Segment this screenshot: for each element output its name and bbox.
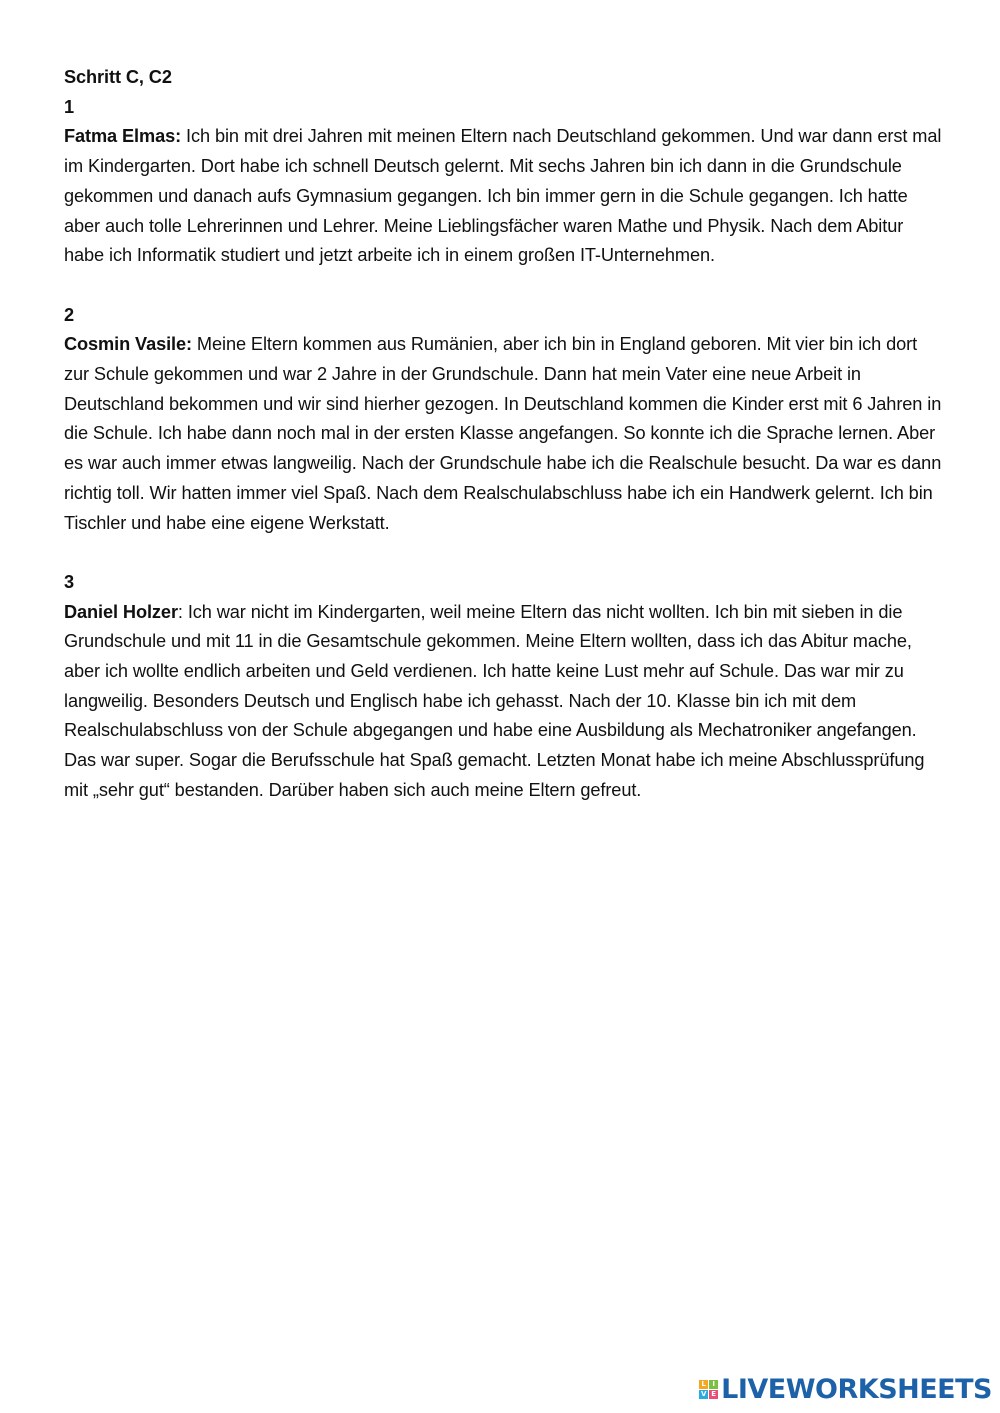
document-heading: Schritt C, C2 (64, 67, 172, 87)
section-paragraph (64, 122, 944, 271)
section-paragraph (64, 330, 944, 538)
speaker-name: Cosmin Vasile: (64, 334, 192, 355)
document-body (64, 63, 944, 806)
logo-text: LIVEWORKSHEETS (721, 1374, 992, 1405)
liveworksheets-logo (699, 1374, 992, 1405)
section-text: : Ich war nicht im Kindergarten, weil meine Eltern das nicht wollten. Ich bin mit sieben in die Grundschule und mit 11 in die Gesamtschule gekommen. Meine Eltern wollten, dass ich das Abitur mache, aber ich wollte endlich arbeiten und Geld verdienen. Ich hatte keine Lust mehr auf Schule. Das war mir zu langweilig. Besonders Deutsch und Englisch habe ich gehasst. Nach der 10. Klasse bin ich mit dem Realschulabschluss von der Schule abgegangen und habe eine Ausbildung als Mechatroniker angefangen. Das war super. Sogar die Berufsschule hat Spaß gemacht. Letzten Monat habe ich meine Abschlussprüfung mit „sehr gut“ bestanden. Darüber haben sich auch meine Eltern gefreut. (64, 601, 925, 800)
section-text: Ich bin mit drei Jahren mit meinen Eltern nach Deutschland gekommen. Und war dann erst mal im Kindergarten. Dort habe ich schnell Deutsch gelernt. Mit sechs Jahren bin ich dann in die Grundschule gekommen und danach aufs Gymnasium gegangen. Ich bin immer gern in die Schule gegangen. Ich hatte aber auch tolle Lehrerinnen und Lehrer. Meine Lieblingsfächer waren Mathe und Physik. Nach dem Abitur habe ich Informatik studiert und jetzt arbeite ich in einem großen IT-Unternehmen. (64, 126, 942, 266)
section-1 (64, 93, 944, 271)
logo-badge-letter: E (709, 1390, 718, 1399)
section-paragraph (64, 598, 944, 806)
section-3 (64, 568, 944, 806)
logo-badge-letter: V (700, 1390, 707, 1398)
section-text: Meine Eltern kommen aus Rumänien, aber ich bin in England geboren. Mit vier bin ich dort zur Schule gekommen und war 2 Jahre in der Grundschule. Dann hat mein Vater eine neue Arbeit in Deutschland bekommen und wir sind hierher gezogen. In Deutschland kommen die Kinder erst mit 6 Jahren in die Schule. Ich habe dann noch mal in der ersten Klasse angefangen. So konnte ich die Sprache lernen. Aber es war auch immer etwas langweilig. Nach der Grundschule habe ich die Realschule besucht. Da war es dann richtig toll. Wir hatten immer viel Spaß. Nach dem Realschulabschluss habe ich ein Handwerk gelernt. Ich bin Tischler und habe eine eigene Werkstatt. (64, 334, 942, 533)
logo-badge-letter: I (709, 1380, 718, 1389)
section-number: 1 (64, 96, 75, 117)
section-number: 3 (64, 571, 75, 592)
speaker-name: Fatma Elmas: (64, 126, 182, 147)
logo-badge-letter: L (699, 1380, 708, 1389)
logo-badge-icon (699, 1380, 718, 1399)
section-2 (64, 301, 944, 539)
section-number: 2 (64, 304, 75, 325)
speaker-name: Daniel Holzer (64, 601, 178, 622)
